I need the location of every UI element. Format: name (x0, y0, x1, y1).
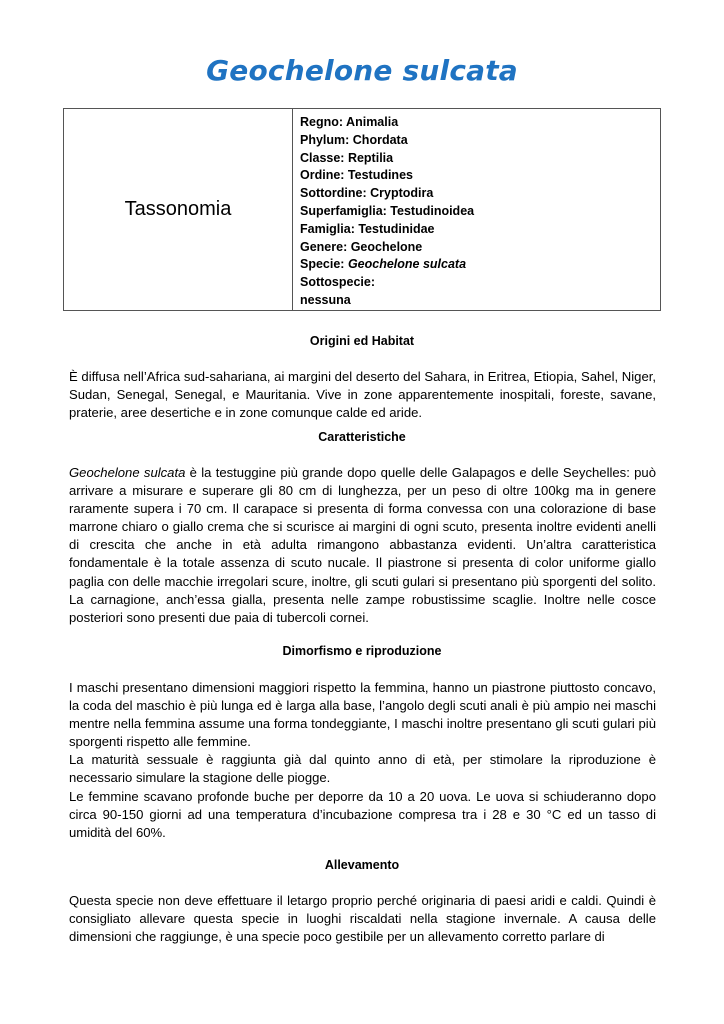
paragraph-dimorfismo (69, 679, 656, 842)
taxonomy-list (300, 114, 650, 310)
paragraph-allevamento (69, 892, 656, 946)
paragraph-caratteristiche (69, 464, 656, 627)
taxonomy-sottospecie-label: Sottospecie: (300, 275, 376, 290)
taxonomy-superfamiglia: Superfamiglia: Testudinoidea (300, 203, 475, 218)
heading-allevamento: Allevamento (324, 858, 400, 872)
taxonomy-genere: Genere: Geochelone (300, 239, 423, 254)
caratteristiche-body: è la testuggine più grande dopo quelle delle Galapagos e delle Seychelles: può arrivare a misurare e superare gli 80 cm di lunghezza, per un peso di oltre 100kg ma in genere raramente supera i 70 cm. Il carapace si presenta di forma convessa con una colorazione di base marrone chiaro o giallo crema che si scurisce ai margini di ogni scuto, presenta inoltre evidenti anelli di crescita che anche in età adulta rimangono abbastanza evidenti. Un’altra caratteristica fondamentale è la totale assenza di scuto nucale. Il piastrone si presenta di color uniforme giallo paglia con delle macchie irregolari scure, inoltre, gli scuti gulari si presentano più sporgenti del solito. La carnagione, anch’essa gialla, presenta nelle zampe robustissime scaglie. Inoltre nelle cosce posteriori sono presenti due paia di tubercoli cornei. (69, 465, 656, 625)
specie-name: Geochelone sulcata (347, 257, 467, 272)
heading-caratteristiche: Caratteristiche (318, 430, 406, 444)
origini-text: È diffusa nell’Africa sud-sahariana, ai margini del deserto del Sahara, in Eritrea, Etiopia, Sahel, Niger, Sudan, Senegal, Senegal, e Mauritania. Vive in zone apparentemente inospitali, foreste, savane, praterie, aree desertiche e in zone comunque calde ed aride. (69, 369, 656, 421)
taxonomy-regno: Regno: Animalia (300, 115, 399, 129)
heading-dimorfismo: Dimorfismo e riproduzione (282, 644, 442, 658)
dimorfismo-p3: Le femmine scavano profonde buche per deporre da 10 a 20 uova. Le uova si schiuderanno dopo circa 90-150 giorni ad una temperatura d’incubazione compresa tra i 28 e 30 °C ed un tasso di umidità del 60%. (69, 788, 656, 840)
page-title: Geochelone sulcata (206, 54, 518, 87)
taxonomy-famiglia: Famiglia: Testudinidae (300, 221, 435, 236)
taxonomy-label: Tassonomia (124, 198, 232, 220)
caratteristiche-species: Geochelone sulcata (69, 465, 186, 480)
caratteristiche-text (69, 464, 656, 627)
taxonomy-classe: Classe: Reptilia (300, 150, 394, 165)
dimorfismo-p1: I maschi presentano dimensioni maggiori rispetto la femmina, hanno un piastrone piuttosto concavo, la coda del maschio è più lunga ed è larga alla base, l’angolo degli scuti anali è più ampio nei maschi mentre nella femmina assume una forma tondeggiante, I maschi inoltre presentano gli scuti gulari più sporgenti rispetto alle femmine. (69, 680, 656, 750)
taxonomy-ordine: Ordine: Testudines (300, 168, 413, 183)
taxonomy-table (63, 108, 661, 311)
paragraph-origini (69, 368, 656, 422)
dimorfismo-p2: La maturità sessuale è raggiunta già dal quinto anno di età, per stimolare la riproduzione è necessario simulare la stagione delle piogge. (69, 752, 656, 786)
taxonomy-phylum: Phylum: Chordata (300, 132, 408, 147)
taxonomy-specie (300, 256, 650, 274)
taxonomy-sottordine: Sottordine: Cryptodira (300, 186, 434, 201)
specie-prefix: Specie: (300, 257, 348, 272)
allevamento-text: Questa specie non deve effettuare il letargo proprio perché originaria di paesi aridi e caldi. Quindi è consigliato allevare questa specie in luoghi riscaldati nella stagione invernale. A causa delle dimensioni che raggiunge, è una specie poco gestibile per un allevamento corretto parlare di (69, 893, 656, 945)
taxonomy-sottospecie-value: nessuna (300, 292, 351, 307)
table-divider (292, 109, 293, 310)
heading-origini: Origini ed Habitat (309, 334, 415, 348)
